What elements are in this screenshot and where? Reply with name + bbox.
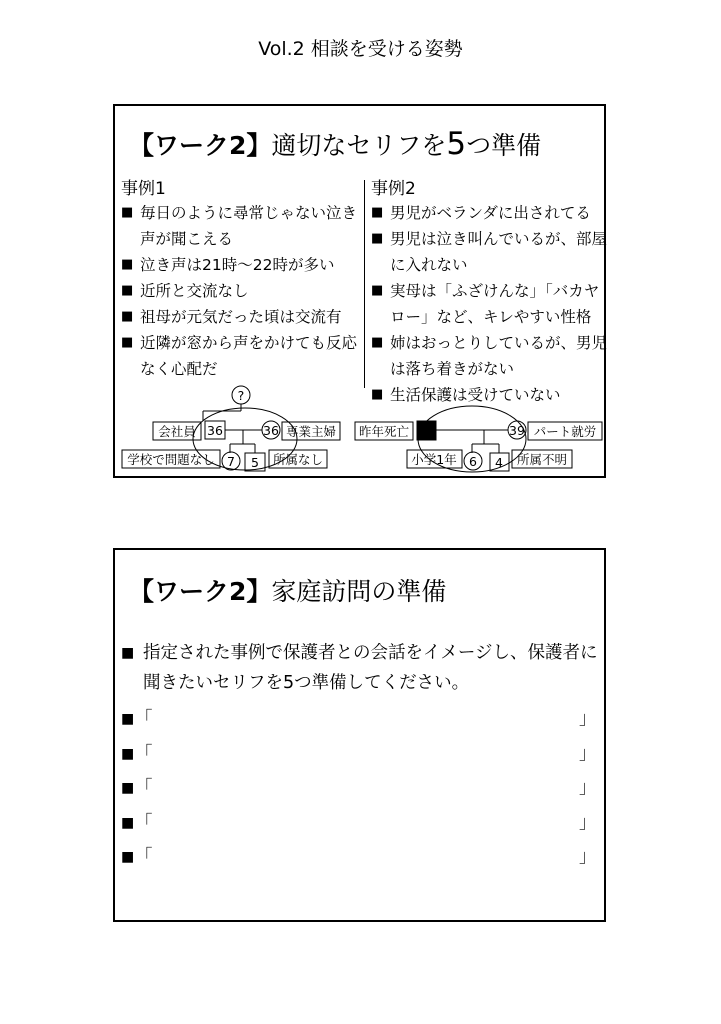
- deceased-father-square: [417, 421, 436, 440]
- quote-open: ■ 「: [135, 847, 153, 867]
- slide1-heading-bracket: 【ワーク2】: [129, 131, 272, 160]
- case2-child2-age: 4: [495, 455, 503, 470]
- list-item: ■ 姉はおっとりしているが、男児は落ち着きがない: [371, 330, 607, 382]
- slide-case-study: [113, 104, 606, 478]
- case1-title: 事例1: [121, 179, 166, 199]
- case2-mother-age: 39: [509, 423, 525, 438]
- list-item: ■ 毎日のように尋常じゃない泣き声が聞こえる: [121, 200, 361, 252]
- answer-line-5[interactable]: [121, 842, 601, 877]
- slide2-heading-rest: 家庭訪問の準備: [271, 577, 447, 606]
- quote-close: 」: [579, 812, 597, 833]
- case2-child1-label: 小学1年: [411, 452, 457, 467]
- list-item: ■ 近隣が窓から声をかけても反応なく心配だ: [121, 330, 361, 382]
- slide2-heading-bracket: 【ワーク2】: [129, 577, 272, 606]
- quote-open: ■ 「: [135, 812, 153, 833]
- case2-father-label: 昨年死亡: [358, 424, 410, 439]
- case2-mother-label: パート就労: [533, 424, 597, 439]
- case2-child1-age: 6: [469, 454, 477, 469]
- case1-mother-label: 専業主婦: [285, 424, 337, 439]
- list-item: ■ 祖母が元気だった頃は交流有: [121, 304, 361, 330]
- list-item: ■ 泣き声は21時～22時が多い: [121, 252, 361, 278]
- slide1-heading-num: 5: [446, 126, 467, 162]
- slide2-heading: [129, 572, 446, 608]
- quote-close: 」: [579, 847, 597, 867]
- case1-child1-label: 学校で問題なし: [127, 452, 215, 467]
- answer-line-3[interactable]: [121, 773, 601, 808]
- case2-title: 事例2: [371, 179, 416, 199]
- case2-child2-label: 所属不明: [516, 452, 568, 467]
- quote-open: ■ 「: [135, 778, 153, 798]
- page-title: Vol.2 相談を受ける姿勢: [258, 38, 463, 60]
- list-item: ■ 生活保護は受けていない: [371, 382, 607, 408]
- case1-father-label: 会社員: [158, 424, 196, 439]
- family-diagrams: [115, 106, 608, 480]
- slide1-heading-post: つ準備: [466, 131, 542, 160]
- list-item: ■ 実母は「ふざけんな」「バカヤロー」など、キレやすい性格: [371, 278, 607, 330]
- case1-child2-age: 5: [251, 455, 259, 470]
- quote-close: 」: [579, 743, 597, 764]
- slide1-heading-pre: 適切なセリフを: [271, 131, 447, 160]
- quote-close: 」: [579, 778, 597, 798]
- answer-line-4[interactable]: [121, 808, 601, 843]
- slide-home-visit: [113, 548, 606, 922]
- instruction-list: [121, 638, 601, 877]
- answer-line-1[interactable]: [121, 704, 601, 739]
- list-item: ■ 近所と交流なし: [121, 278, 361, 304]
- quote-open: ■ 「: [135, 743, 153, 764]
- case1-child1-age: 7: [227, 454, 235, 469]
- case1-child2-label: 所属なし: [272, 452, 324, 467]
- instruction-text: ■ 指定された事例で保護者との会話をイメージし、保護者に聞きたいセリフを5つ準備してください。: [121, 638, 601, 698]
- quote-close: 」: [579, 709, 597, 729]
- case1-father-age: 36: [207, 423, 223, 438]
- quote-open: ■ 「: [135, 709, 153, 729]
- list-item: ■ 男児は泣き叫んでいるが、部屋に入れない: [371, 226, 607, 278]
- answer-line-2[interactable]: [121, 739, 601, 774]
- case1-mother-age: 36: [263, 423, 279, 438]
- grandparent-unknown: ?: [237, 388, 245, 403]
- list-item: ■ 男児がベランダに出されてる: [371, 200, 607, 226]
